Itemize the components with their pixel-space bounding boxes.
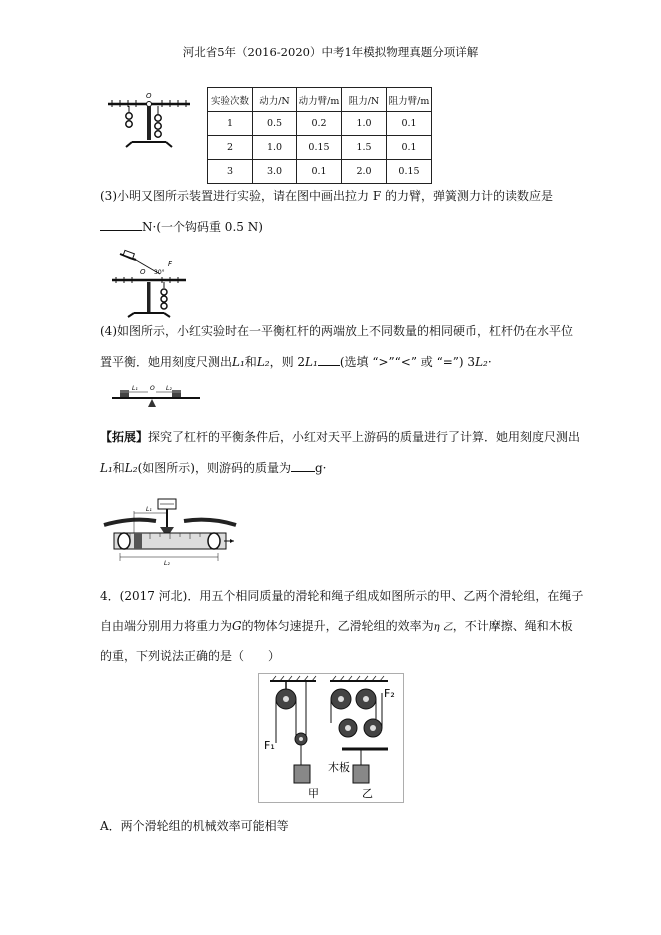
question-3-unit-text: N·(一个钩码重 0.5 N) [142, 220, 263, 234]
table-cell: 1 [208, 112, 253, 136]
text-run: ，不计摩擦、绳和木板 [452, 619, 573, 633]
jia-label: 甲 [308, 787, 319, 800]
l1-label: L₁ [146, 506, 152, 513]
extension-tag: 【拓展】 [100, 430, 149, 444]
coin-lever-figure [110, 380, 202, 410]
table-cell: 3.0 [253, 160, 297, 184]
question-4-line-2 [100, 354, 492, 370]
l1-label: L₁ [132, 385, 138, 392]
question-3-line-2 [100, 219, 263, 235]
table-header-cell: 阻力/N [342, 88, 387, 112]
lever-figure-2 [106, 244, 190, 318]
symbol-eta: η 乙 [433, 622, 453, 633]
o-label: O [150, 385, 155, 392]
table-cell: 1.0 [253, 136, 297, 160]
table-cell: 0.2 [297, 112, 342, 136]
symbol-l2: L₂ [475, 355, 488, 369]
pivot-label: O [140, 268, 146, 276]
question-4-line-1: (4)如图所示，小红实验时在一平衡杠杆的两端放上不同数量的相同硬币，杠杆仍在水平位 [100, 324, 574, 338]
text-run: ，则 2 [269, 355, 306, 369]
pivot-label: O [146, 92, 152, 100]
pulley-figure [258, 673, 404, 803]
table-cell: 0.1 [387, 112, 432, 136]
page-header: 河北省5年（2016-2020）中考1年模拟物理真题分项详解 [182, 45, 479, 59]
text-run: 探究了杠杆的平衡条件后，小红对天平上游码的质量进行了计算．她用刻度尺测出 [148, 430, 581, 444]
table-row [208, 160, 432, 184]
table-cell: 2 [208, 136, 253, 160]
angle-label: 30° [154, 269, 165, 276]
table-cell: 0.5 [253, 112, 297, 136]
text-run: 置平衡．她用刻度尺测出 [100, 355, 233, 369]
text-run: · [487, 355, 492, 369]
symbol-l1: L₁ [100, 461, 113, 475]
table-cell: 0.15 [387, 160, 432, 184]
question-5-line-2 [100, 619, 573, 635]
extension-line-2 [100, 460, 326, 476]
balance-scale-figure [100, 493, 240, 567]
board-label: 木板 [328, 761, 350, 774]
option-a[interactable]: A．两个滑轮组的机械效率可能相等 [100, 819, 289, 833]
f2-label: F₂ [384, 687, 395, 700]
question-3-line-1: (3)小明又图所示装置进行实验，请在图中画出拉力 F 的力臂，弹簧测力计的读数应是 [100, 189, 553, 203]
symbol-l2: L₂ [256, 355, 270, 369]
table-cell: 1.0 [342, 112, 387, 136]
symbol-l2: L₂ [124, 461, 138, 475]
answer-blank[interactable] [318, 354, 340, 366]
table-cell: 2.0 [342, 160, 387, 184]
yi-label: 乙 [362, 787, 373, 800]
text-run: 的物体匀速提升，乙滑轮组的效率为 [241, 619, 434, 633]
table-header-row [208, 88, 432, 112]
experiment-table [207, 87, 432, 184]
table-header-cell: 动力/N [253, 88, 297, 112]
symbol-g: G [232, 619, 242, 633]
answer-blank[interactable] [100, 219, 142, 231]
table-cell: 3 [208, 160, 253, 184]
text-run: 和 [244, 355, 257, 369]
symbol-l1: L₁ [305, 355, 318, 369]
question-5-line-1: 4．(2017 河北)．用五个相同质量的滑轮和绳子组成如图所示的甲、乙两个滑轮组，在绳子 [100, 589, 584, 603]
text-run: 和 [112, 461, 125, 475]
text-run: (选填 “>”“<” 或 “=”) 3 [339, 355, 476, 369]
text-run: 自由端分别用力将重力为 [100, 619, 233, 633]
force-label: F [168, 260, 173, 268]
table-cell: 1.5 [342, 136, 387, 160]
l2-label: L₂ [164, 560, 170, 567]
table-header-cell: 实验次数 [208, 88, 253, 112]
table-cell: 0.1 [297, 160, 342, 184]
extension-line-1 [100, 430, 580, 445]
question-5-line-3: 的重，下列说法正确的是（ ） [100, 649, 281, 663]
table-header-cell: 动力臂/m [297, 88, 342, 112]
text-run: (如图所示)，则游码的质量为 [137, 461, 291, 475]
f1-label: F₁ [264, 739, 275, 752]
symbol-l1: L₁ [232, 355, 245, 369]
table-cell: 0.15 [297, 136, 342, 160]
l2-label: L₂ [166, 385, 172, 392]
table-row [208, 136, 432, 160]
table-cell: 0.1 [387, 136, 432, 160]
answer-blank[interactable] [291, 460, 315, 472]
table-header-cell: 阻力臂/m [387, 88, 432, 112]
lever-figure-1 [104, 90, 196, 152]
text-run: g· [314, 461, 327, 475]
table-row [208, 112, 432, 136]
